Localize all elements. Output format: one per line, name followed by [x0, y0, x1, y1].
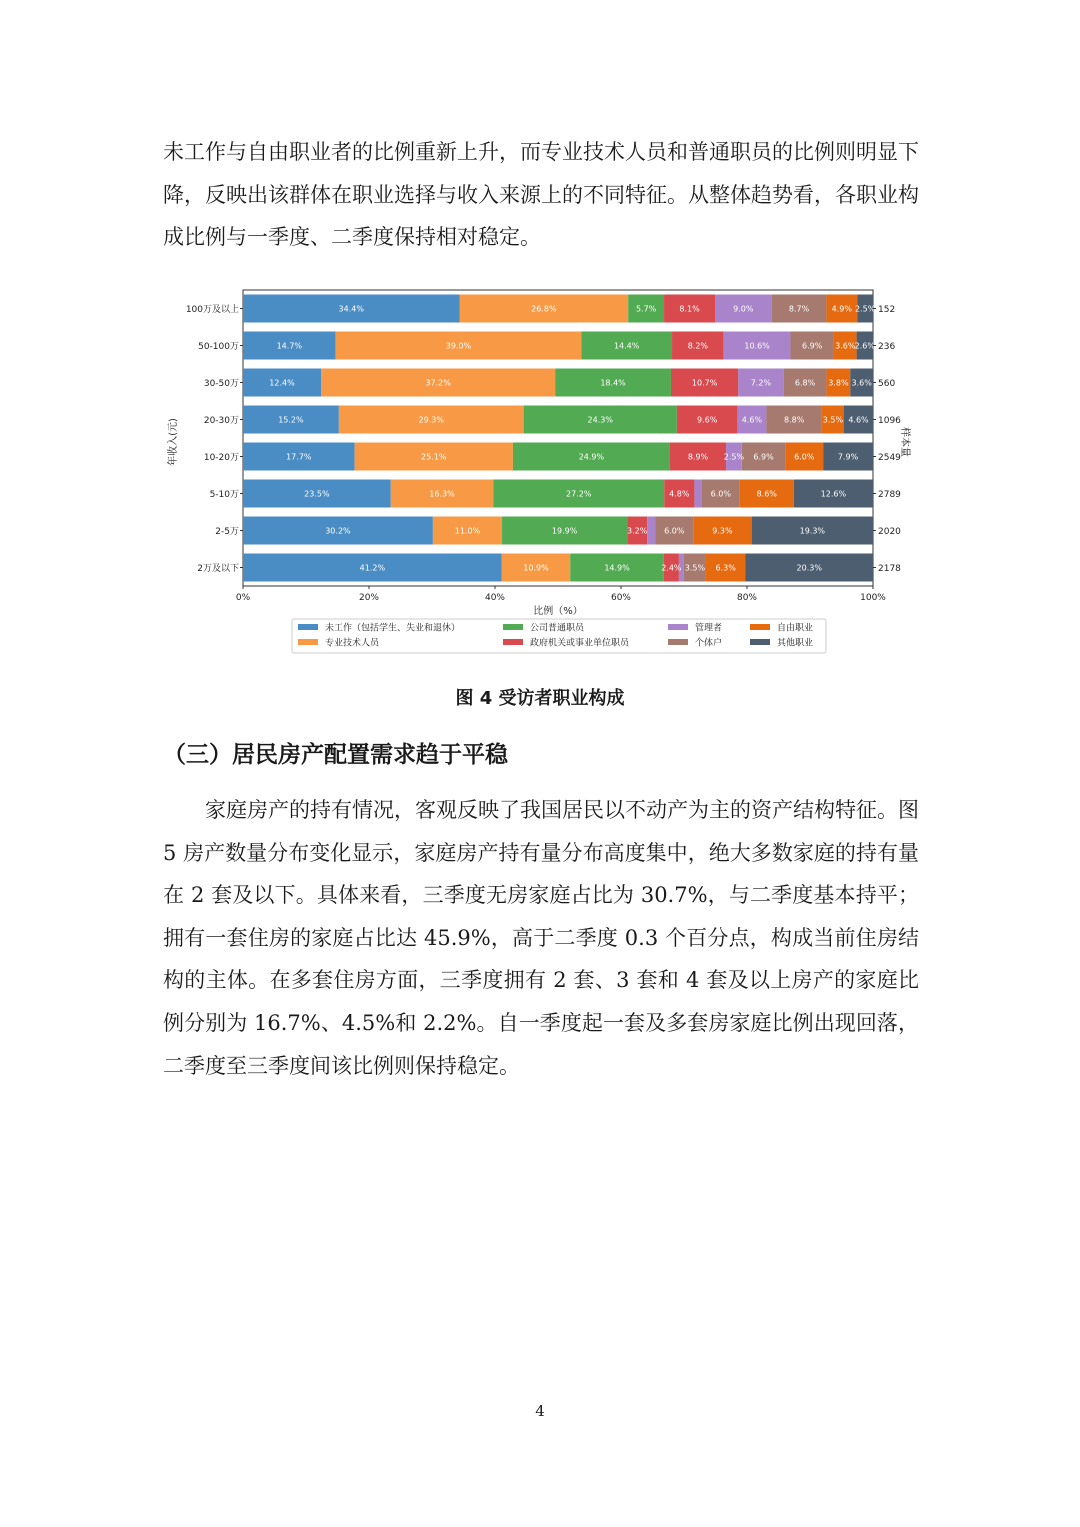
chart-legend: [292, 619, 826, 653]
right-axis-label: 样本量: [899, 427, 910, 457]
data-label: 14.7%: [276, 341, 303, 351]
x-tick-label: 60%: [610, 593, 632, 603]
bar-segment: [647, 517, 655, 545]
data-label: 17.7%: [286, 452, 312, 462]
data-label: 19.3%: [799, 526, 826, 536]
data-label: 10.7%: [691, 378, 718, 388]
data-label: 15.2%: [278, 415, 304, 425]
data-label: 12.6%: [820, 489, 847, 499]
legend-entry: 管理者: [695, 623, 723, 634]
data-label: 16.3%: [429, 489, 455, 499]
data-label: 7.2%: [750, 378, 772, 388]
legend-swatch: [750, 624, 770, 630]
y-tick-label: 20-30万: [203, 416, 239, 426]
data-label: 12.4%: [269, 378, 295, 388]
x-tick-label: 40%: [484, 593, 506, 603]
data-label: 8.7%: [788, 304, 810, 314]
legend-swatch: [298, 639, 318, 645]
data-label: 6.0%: [664, 526, 685, 536]
data-label: 18.4%: [600, 378, 626, 388]
x-tick-label: 20%: [358, 593, 380, 603]
data-label: 14.4%: [613, 341, 640, 351]
data-label: 10.9%: [523, 563, 549, 573]
x-tick-label: 80%: [736, 593, 758, 603]
sample-size-label: 2549: [878, 453, 901, 463]
data-label: 26.8%: [531, 304, 557, 314]
data-label: 24.3%: [587, 415, 613, 425]
sample-size-label: 2020: [878, 527, 901, 537]
data-label: 11.0%: [454, 526, 481, 536]
data-label: 4.6%: [848, 415, 869, 425]
housing-paragraph: 家庭房产的持有情况，客观反映了我国居民以不动产为主的资产结构特征。图 5 房产数量分布变化显示，家庭房产持有量分布高度集中，绝大多数家庭的持有量在 2 套及以下。具体来看，三季度无房家庭占比为 30.7%，与二季度基本持平；拥有一套住房的家庭占比达 45.9%，高于二季度 0.3 个百分点，构成当前住房结构的主体。在多套住房方面，三季度拥有 2 套、3 套和 4 套及以上房产的家庭比例分别为 16.7%、4.5%和 2.2%。自一季度起一套及多套房家庭比例出现回落，二季度至三季度间该比例则保持稳定。: [163, 798, 919, 1078]
legend-swatch: [503, 639, 523, 645]
data-label: 20.3%: [796, 563, 822, 573]
y-tick-label: 100万及以上: [185, 305, 239, 315]
sample-size-label: 2789: [878, 490, 901, 500]
legend-entry: 自由职业: [777, 623, 814, 634]
data-label: 23.5%: [304, 489, 330, 499]
data-label: 6.9%: [802, 341, 823, 351]
data-label: 4.6%: [741, 415, 763, 425]
sample-size-label: 152: [878, 305, 896, 315]
data-label: 3.8%: [828, 378, 849, 388]
data-label: 3.5%: [822, 415, 844, 425]
data-label: 25.1%: [421, 452, 447, 462]
data-label: 30.2%: [325, 526, 351, 536]
sample-size-label: 560: [878, 379, 896, 389]
figure-caption: 图 4 受访者职业构成: [455, 688, 625, 709]
data-label: 6.0%: [794, 452, 815, 462]
y-tick-label: 30-50万: [203, 379, 239, 389]
x-axis-label: 比例（%）: [533, 606, 583, 617]
legend-swatch: [668, 639, 688, 645]
legend-swatch: [503, 624, 523, 630]
data-label: 24.9%: [578, 452, 605, 462]
x-tick-label: 100%: [860, 593, 886, 603]
data-label: 8.6%: [756, 489, 777, 499]
legend-entry: 公司普通职员: [530, 623, 585, 634]
data-label: 2.5%: [723, 452, 745, 462]
legend-entry: 专业技术人员: [325, 638, 380, 649]
x-tick-label: 0%: [235, 593, 251, 603]
legend-entry: 未工作（包括学生、失业和退休）: [325, 623, 461, 634]
data-label: 8.9%: [687, 452, 709, 462]
data-label: 10.6%: [744, 341, 770, 351]
bar-segment: [694, 480, 702, 508]
legend-entry: 个体户: [695, 638, 723, 649]
intro-paragraph: 未工作与自由职业者的比例重新上升，而专业技术人员和普通职员的比例则明显下降，反映出该群体在职业选择与收入来源上的不同特征。从整体趋势看，各职业构成比例与一季度、二季度保持相对稳定。: [163, 140, 919, 250]
data-label: 29.3%: [418, 415, 444, 425]
data-label: 5.7%: [635, 304, 657, 314]
y-tick-label: 2-5万: [215, 527, 239, 537]
data-label: 2.4%: [661, 563, 682, 573]
data-label: 9.6%: [696, 415, 718, 425]
data-label: 39.0%: [445, 341, 472, 351]
data-label: 14.9%: [604, 563, 630, 573]
data-label: 37.2%: [425, 378, 451, 388]
data-label: 6.8%: [794, 378, 816, 388]
y-tick-label: 2万及以下: [197, 564, 239, 574]
legend-swatch: [298, 624, 318, 630]
data-label: 19.9%: [551, 526, 578, 536]
data-label: 2.6%: [854, 341, 875, 351]
sample-size-label: 1096: [878, 416, 901, 426]
data-label: 8.2%: [687, 341, 709, 351]
sample-size-label: 2178: [878, 564, 901, 574]
y-tick-label: 10-20万: [203, 453, 239, 463]
legend-swatch: [668, 624, 688, 630]
sample-size-label: 236: [878, 342, 896, 352]
section-heading: （三）居民房产配置需求趋于平稳: [163, 742, 508, 768]
data-label: 34.4%: [338, 304, 364, 314]
data-label: 2.5%: [854, 304, 876, 314]
data-label: 9.0%: [733, 304, 754, 314]
legend-swatch: [750, 639, 770, 645]
legend-entry: 其他职业: [777, 638, 814, 649]
data-label: 4.9%: [831, 304, 853, 314]
data-label: 6.3%: [715, 563, 736, 573]
data-label: 8.1%: [679, 304, 700, 314]
legend-entry: 政府机关或事业单位职员: [530, 638, 630, 649]
page-number: 4: [535, 1402, 545, 1420]
data-label: 3.6%: [835, 341, 856, 351]
data-label: 4.8%: [669, 489, 690, 499]
data-label: 9.3%: [712, 526, 733, 536]
data-label: 27.2%: [566, 489, 592, 499]
data-label: 3.6%: [851, 378, 872, 388]
data-label: 7.9%: [837, 452, 859, 462]
occupation-stacked-bar-chart: [160, 282, 910, 660]
y-tick-label: 5-10万: [209, 490, 239, 500]
y-axis-label: 年收入(元): [168, 418, 179, 466]
data-label: 3.2%: [627, 526, 648, 536]
data-label: 6.0%: [710, 489, 732, 499]
data-label: 3.5%: [684, 563, 706, 573]
y-tick-label: 50-100万: [198, 342, 239, 352]
data-label: 8.8%: [784, 415, 805, 425]
data-label: 6.9%: [753, 452, 774, 462]
data-label: 41.2%: [359, 563, 386, 573]
